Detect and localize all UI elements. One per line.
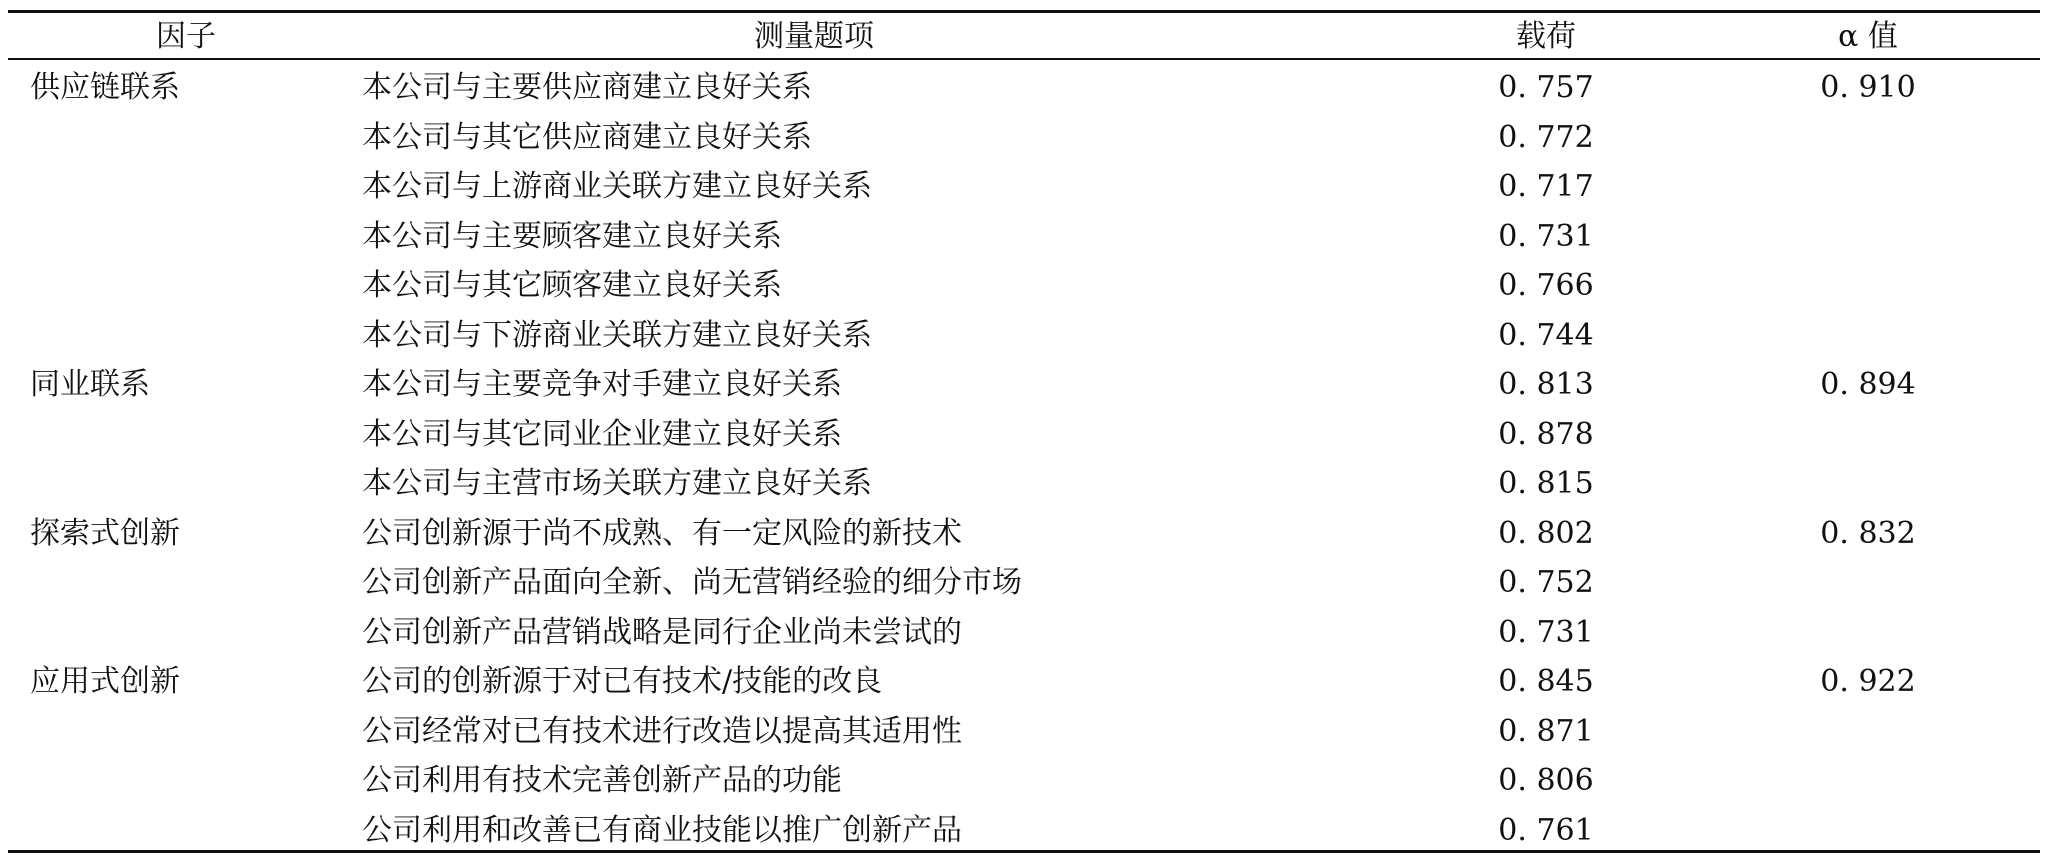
alpha-cell: 0. 922: [1820, 664, 1916, 699]
bottom-rule: [8, 850, 2040, 853]
table-header: [8, 12, 2040, 62]
loading-cell: 0. 772: [1498, 119, 1594, 155]
loading-cell: 0. 744: [1498, 317, 1594, 353]
item-cell: 公司经常对已有技术进行改造以提高其适用性: [362, 713, 962, 749]
table-row: [8, 608, 2040, 658]
loading-cell: 0. 813: [1498, 367, 1594, 402]
item-cell: 本公司与主营市场关联方建立良好关系: [362, 466, 872, 501]
loading-cell: 0. 802: [1498, 515, 1594, 551]
table-row: [8, 806, 2040, 856]
item-cell: 公司创新源于尚不成熟、有一定风险的新技术: [362, 515, 962, 551]
item-cell: 本公司与其它同业企业建立良好关系: [362, 416, 842, 452]
table-row: [8, 162, 2040, 212]
item-cell: 本公司与下游商业关联方建立良好关系: [362, 317, 872, 353]
item-cell: 本公司与主要竞争对手建立良好关系: [362, 367, 842, 402]
alpha-cell: [1748, 261, 1988, 311]
table-row: [8, 63, 2040, 113]
loading-cell: 0. 766: [1498, 268, 1594, 303]
header-rule: [8, 58, 2040, 60]
header-loading: 载荷: [1516, 19, 1576, 54]
table-row: [8, 360, 2040, 410]
loading-cell: 0. 731: [1498, 218, 1594, 254]
table-row: [8, 410, 2040, 460]
table-row: [8, 756, 2040, 806]
loading-cell: 0. 752: [1498, 565, 1594, 600]
item-cell: 本公司与其它顾客建立良好关系: [362, 268, 782, 303]
factor-cell: 供应链联系: [30, 70, 180, 105]
loading-cell: 0. 717: [1498, 169, 1594, 204]
alpha-cell: [1748, 410, 1988, 460]
alpha-cell: [1748, 558, 1988, 608]
alpha-cell: 0. 832: [1820, 515, 1916, 551]
loading-cell: 0. 815: [1498, 466, 1594, 501]
loading-cell: 0. 845: [1498, 664, 1594, 699]
alpha-cell: [1748, 707, 1988, 757]
table-row: [8, 311, 2040, 361]
item-cell: 本公司与主要供应商建立良好关系: [362, 70, 812, 105]
table-row: [8, 558, 2040, 608]
item-cell: 本公司与上游商业关联方建立良好关系: [362, 169, 872, 204]
item-cell: 公司利用和改善已有商业技能以推广创新产品: [362, 812, 962, 848]
factor-cell: 探索式创新: [30, 515, 180, 551]
item-cell: 本公司与主要顾客建立良好关系: [362, 218, 782, 254]
item-cell: 公司创新产品面向全新、尚无营销经验的细分市场: [362, 565, 1022, 600]
header-factor: 因子: [156, 19, 216, 54]
alpha-cell: [1748, 212, 1988, 262]
alpha-cell: 0. 910: [1820, 70, 1916, 105]
table-row: [8, 707, 2040, 757]
loading-cell: 0. 806: [1498, 763, 1594, 798]
item-cell: 本公司与其它供应商建立良好关系: [362, 119, 812, 155]
table-row: [8, 261, 2040, 311]
alpha-cell: [1748, 608, 1988, 658]
alpha-cell: [1748, 806, 1988, 856]
table-row: [8, 459, 2040, 509]
item-cell: 公司利用有技术完善创新产品的功能: [362, 763, 842, 798]
alpha-cell: [1748, 311, 1988, 361]
loading-cell: 0. 878: [1498, 416, 1594, 452]
header-alpha: α 值: [1838, 19, 1898, 54]
alpha-cell: [1748, 756, 1988, 806]
item-cell: 公司的创新源于对已有技术/技能的改良: [362, 664, 883, 699]
alpha-cell: [1748, 162, 1988, 212]
table-row: [8, 657, 2040, 707]
table-row: [8, 509, 2040, 559]
loading-cell: 0. 871: [1498, 713, 1594, 749]
item-cell: 公司创新产品营销战略是同行企业尚未尝试的: [362, 614, 962, 650]
factor-cell: 同业联系: [30, 367, 150, 402]
factor-cell: 应用式创新: [30, 664, 180, 699]
loading-cell: 0. 761: [1498, 812, 1594, 848]
header-item: 测量题项: [754, 19, 874, 54]
alpha-cell: 0. 894: [1820, 367, 1916, 402]
table-row: [8, 113, 2040, 163]
loading-cell: 0. 731: [1498, 614, 1594, 650]
alpha-cell: [1748, 459, 1988, 509]
alpha-cell: [1748, 113, 1988, 163]
loading-cell: 0. 757: [1498, 70, 1594, 105]
table-row: [8, 212, 2040, 262]
